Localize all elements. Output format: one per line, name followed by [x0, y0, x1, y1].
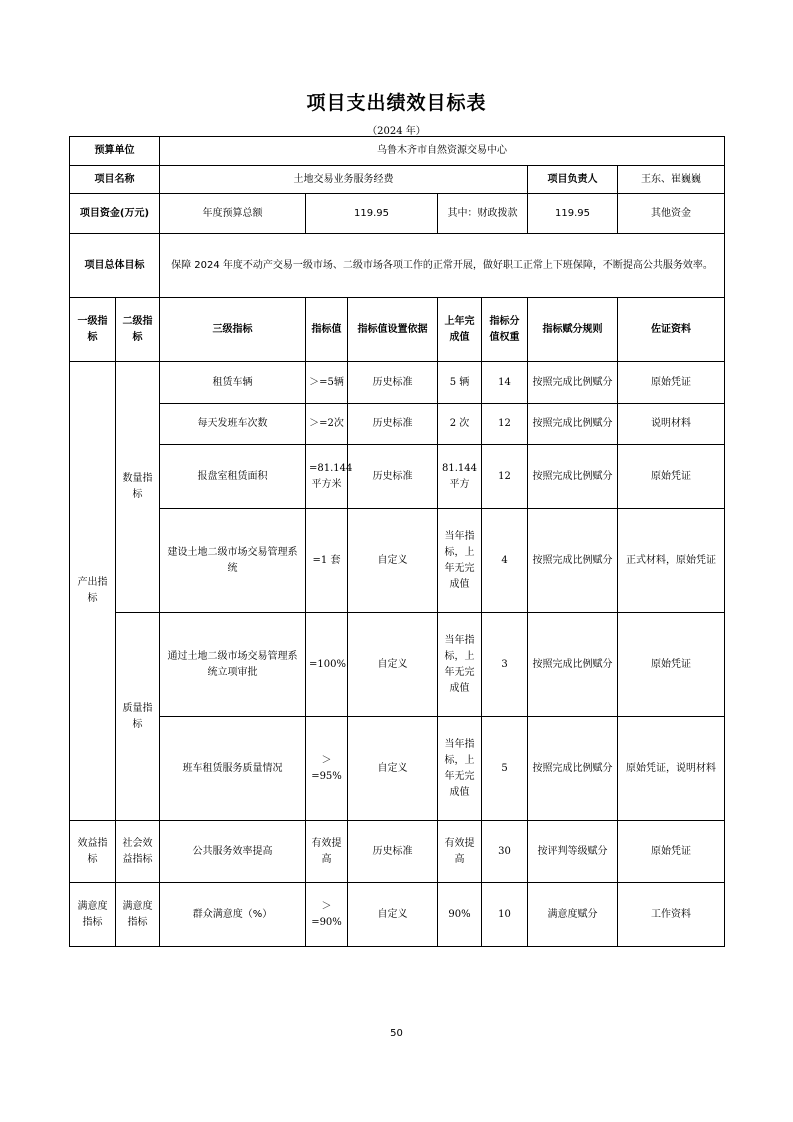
indicator-basis: 历史标准	[348, 404, 438, 445]
indicator-name: 每天发班车次数	[160, 404, 306, 445]
other-funds-label: 其他资金	[618, 194, 725, 234]
indicator-basis: 历史标准	[348, 445, 438, 509]
indicator-evidence: 原始凭证	[618, 362, 725, 404]
indicator-value: ＞=2次	[306, 404, 348, 445]
indicator-basis: 自定义	[348, 613, 438, 717]
indicator-last-year: 81.144 平方	[438, 445, 482, 509]
indicator-rule: 按评判等级赋分	[528, 821, 618, 883]
indicator-rule: 按照完成比例赋分	[528, 362, 618, 404]
group-social-benefit: 社会效益指标	[116, 821, 160, 883]
indicator-rule: 按照完成比例赋分	[528, 404, 618, 445]
col-weight: 指标分值权重	[482, 298, 528, 362]
indicator-evidence: 说明材料	[618, 404, 725, 445]
indicator-basis: 历史标准	[348, 821, 438, 883]
fiscal-value: 119.95	[528, 194, 618, 234]
indicator-rule: 按照完成比例赋分	[528, 717, 618, 821]
indicator-basis: 历史标准	[348, 362, 438, 404]
group-satisfaction: 满意度指标	[70, 883, 116, 947]
indicator-rule: 满意度赋分	[528, 883, 618, 947]
indicator-weight: 12	[482, 404, 528, 445]
year-label: （2024 年）	[367, 126, 426, 137]
indicator-evidence: 工作资料	[618, 883, 725, 947]
indicator-weight: 4	[482, 509, 528, 613]
budget-unit-label: 预算单位	[70, 137, 160, 166]
indicator-evidence: 正式材料，原始凭证	[618, 509, 725, 613]
project-name-value: 土地交易业务服务经费	[160, 166, 528, 194]
indicator-name: 班车租赁服务质量情况	[160, 717, 306, 821]
indicator-last-year: 当年指标，上年无完成值	[438, 613, 482, 717]
indicator-value: ＞=95%	[306, 717, 348, 821]
indicator-name: 建设土地二级市场交易管理系统	[160, 509, 306, 613]
indicator-value: =1 套	[306, 509, 348, 613]
indicator-evidence: 原始凭证	[618, 821, 725, 883]
indicator-last-year: 90%	[438, 883, 482, 947]
col-level2: 二级指标	[116, 298, 160, 362]
indicator-rule: 按照完成比例赋分	[528, 509, 618, 613]
indicator-evidence: 原始凭证	[618, 613, 725, 717]
indicator-weight: 5	[482, 717, 528, 821]
fiscal-label: 其中：财政拨款	[438, 194, 528, 234]
group-satisfaction-sub: 满意度指标	[116, 883, 160, 947]
indicator-value: ＞=90%	[306, 883, 348, 947]
col-level3: 三级指标	[160, 298, 306, 362]
indicator-weight: 30	[482, 821, 528, 883]
indicator-value: ＞=5辆	[306, 362, 348, 404]
indicator-name: 租赁车辆	[160, 362, 306, 404]
goal-text: 保障 2024 年度不动产交易一级市场、二级市场各项工作的正常开展，做好职工正常上下班保障，不断提高公共服务效率。	[160, 234, 725, 298]
indicator-name: 群众满意度（%）	[160, 883, 306, 947]
group-output: 产出指标	[70, 362, 116, 821]
col-last-year: 上年完成值	[438, 298, 482, 362]
indicator-name: 通过土地二级市场交易管理系统立项审批	[160, 613, 306, 717]
col-level1: 一级指标	[70, 298, 116, 362]
project-leader-label: 项目负责人	[528, 166, 618, 194]
indicator-basis: 自定义	[348, 717, 438, 821]
indicator-weight: 10	[482, 883, 528, 947]
group-benefit: 效益指标	[70, 821, 116, 883]
indicator-basis: 自定义	[348, 883, 438, 947]
funds-label: 项目资金(万元)	[70, 194, 160, 234]
indicator-value: =100%	[306, 613, 348, 717]
indicator-name: 公共服务效率提高	[160, 821, 306, 883]
indicator-last-year: 当年指标，上年无完成值	[438, 717, 482, 821]
performance-target-table	[69, 136, 725, 947]
indicator-weight: 14	[482, 362, 528, 404]
indicator-rule: 按照完成比例赋分	[528, 613, 618, 717]
indicator-evidence: 原始凭证	[618, 445, 725, 509]
indicator-name: 报盘室租赁面积	[160, 445, 306, 509]
col-basis: 指标值设置依据	[348, 298, 438, 362]
indicator-last-year: 5 辆	[438, 362, 482, 404]
group-quantity: 数量指标	[116, 362, 160, 613]
budget-unit-value: 乌鲁木齐市自然资源交易中心	[160, 137, 725, 166]
col-evidence: 佐证资料	[618, 298, 725, 362]
indicator-last-year: 有效提高	[438, 821, 482, 883]
indicator-basis: 自定义	[348, 509, 438, 613]
indicator-last-year: 2 次	[438, 404, 482, 445]
indicator-weight: 12	[482, 445, 528, 509]
project-name-label: 项目名称	[70, 166, 160, 194]
indicator-weight: 3	[482, 613, 528, 717]
col-value: 指标值	[306, 298, 348, 362]
page-number: 50	[390, 1028, 403, 1039]
indicator-last-year: 当年指标，上年无完成值	[438, 509, 482, 613]
page-title: 项目支出绩效目标表	[306, 92, 487, 114]
col-rule: 指标赋分规则	[528, 298, 618, 362]
indicator-evidence: 原始凭证，说明材料	[618, 717, 725, 821]
goal-label: 项目总体目标	[70, 234, 160, 298]
indicator-rule: 按照完成比例赋分	[528, 445, 618, 509]
annual-budget-label: 年度预算总额	[160, 194, 306, 234]
indicator-value: 有效提高	[306, 821, 348, 883]
indicator-value: =81.144 平方米	[306, 445, 348, 509]
project-leader-value: 王东、崔巍巍	[618, 166, 725, 194]
annual-budget-value: 119.95	[306, 194, 438, 234]
group-quality: 质量指标	[116, 613, 160, 821]
